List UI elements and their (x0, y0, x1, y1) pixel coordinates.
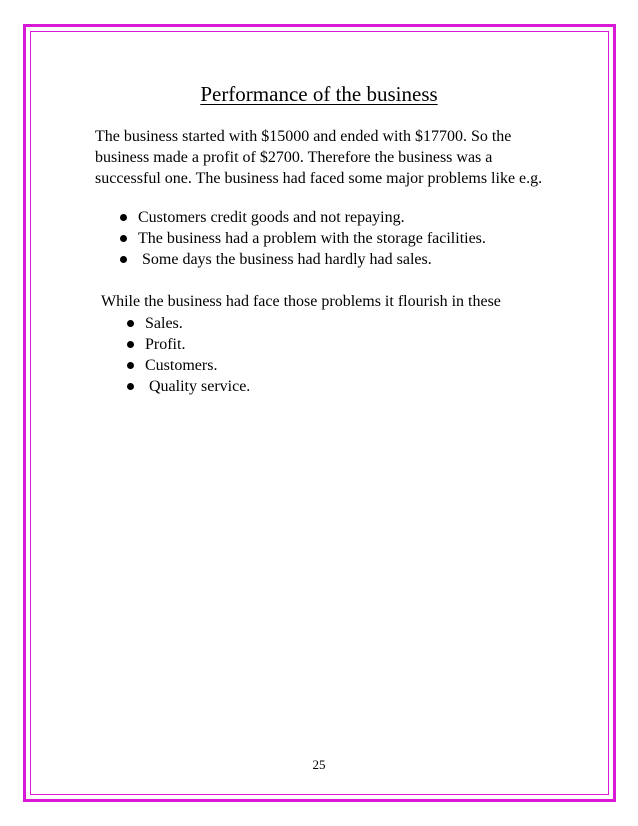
list-item: Sales. (124, 313, 250, 334)
list-item: Customers credit goods and not repaying. (117, 207, 486, 228)
page-title: Performance of the business (200, 82, 438, 106)
list-item: Quality service. (124, 376, 250, 397)
page-number: 25 (312, 757, 326, 772)
list-item: Profit. (124, 334, 250, 355)
flourish-paragraph: While the business had face those problems it flourish in these (101, 293, 501, 310)
list-item: Some days the business had hardly had sales. (117, 249, 486, 270)
list-item: The business had a problem with the storage facilities. (117, 228, 486, 249)
flourish-list (124, 313, 250, 397)
intro-paragraph: The business started with $15000 and ended with $17700. So the business made a profit of $2700. Therefore the business was a successful one. The business had faced some major problems like e.g. (95, 128, 543, 187)
problems-list (117, 207, 486, 270)
list-item: Customers. (124, 355, 250, 376)
